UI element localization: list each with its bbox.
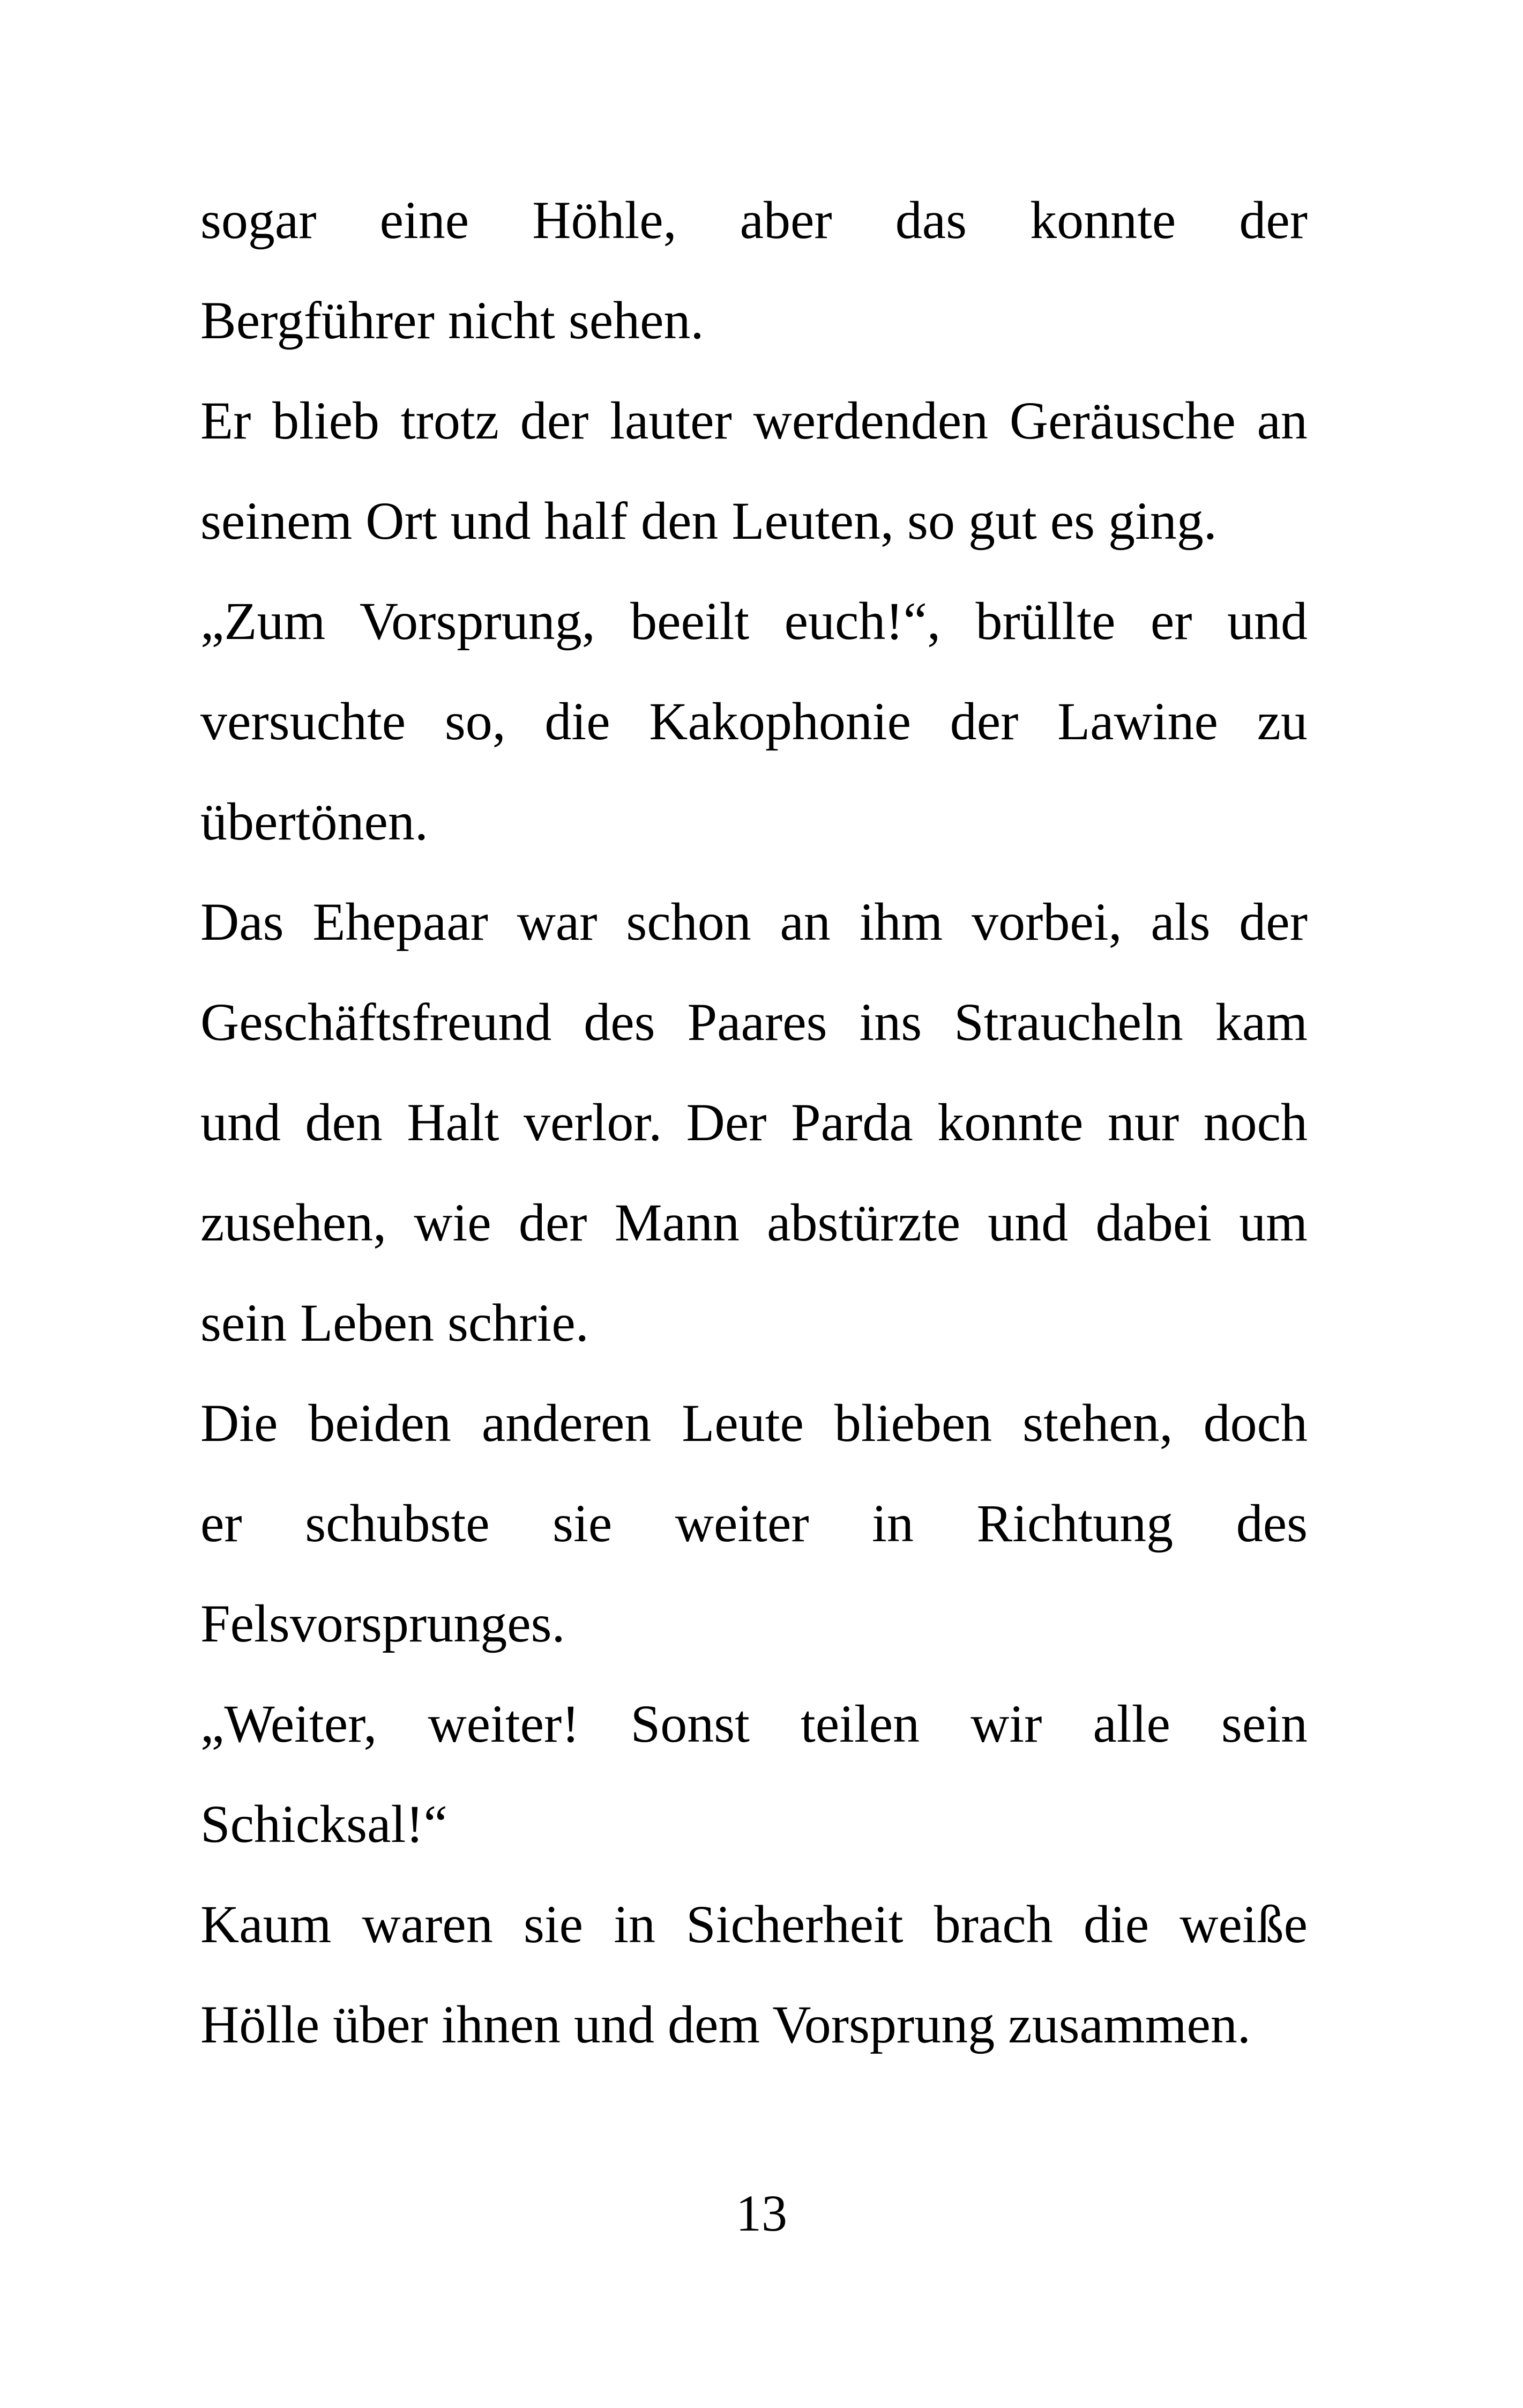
text-line-3: Er blieb trotz der lauter werdenden Geräusche an [200, 391, 1308, 450]
text-line-14: er schubste sie weiter in Richtung des [200, 1493, 1308, 1553]
text-line-13: Die beiden anderen Leute blieben stehen, doch [200, 1393, 1308, 1453]
text-line-4: seinem Ort und half den Leuten, so gut es ging. [200, 491, 1217, 551]
text-line-11: zusehen, wie der Mann abstürzte und dabei um [200, 1193, 1308, 1252]
text-line-17: Schicksal!“ [200, 1794, 447, 1854]
text-line-7: übertönen. [200, 792, 428, 851]
text-line-16: „Weiter, weiter! Sonst teilen wir alle sein [200, 1694, 1308, 1753]
text-line-18: Kaum waren sie in Sicherheit brach die weiße [200, 1894, 1308, 1954]
text-line-19: Hölle über ihnen und dem Vorsprung zusammen. [200, 1995, 1251, 2054]
page-number: 13 [736, 2184, 787, 2242]
page-body-text [200, 189, 1308, 2093]
text-line-6: versuchte so, die Kakophonie der Lawine zu [200, 692, 1308, 751]
text-line-1: sogar eine Höhle, aber das konnte der [200, 190, 1308, 250]
text-line-9: Geschäftsfreund des Paares ins Straucheln kam [200, 992, 1308, 1052]
text-line-15: Felsvorsprunges. [200, 1594, 565, 1653]
text-line-10: und den Halt verlor. Der Parda konnte nur noch [200, 1092, 1308, 1152]
text-line-2: Bergführer nicht sehen. [200, 291, 704, 350]
text-line-12: sein Leben schrie. [200, 1293, 589, 1352]
text-line-5: „Zum Vorsprung, beeilt euch!“, brüllte er und [200, 591, 1308, 651]
text-line-8: Das Ehepaar war schon an ihm vorbei, als der [200, 892, 1308, 952]
